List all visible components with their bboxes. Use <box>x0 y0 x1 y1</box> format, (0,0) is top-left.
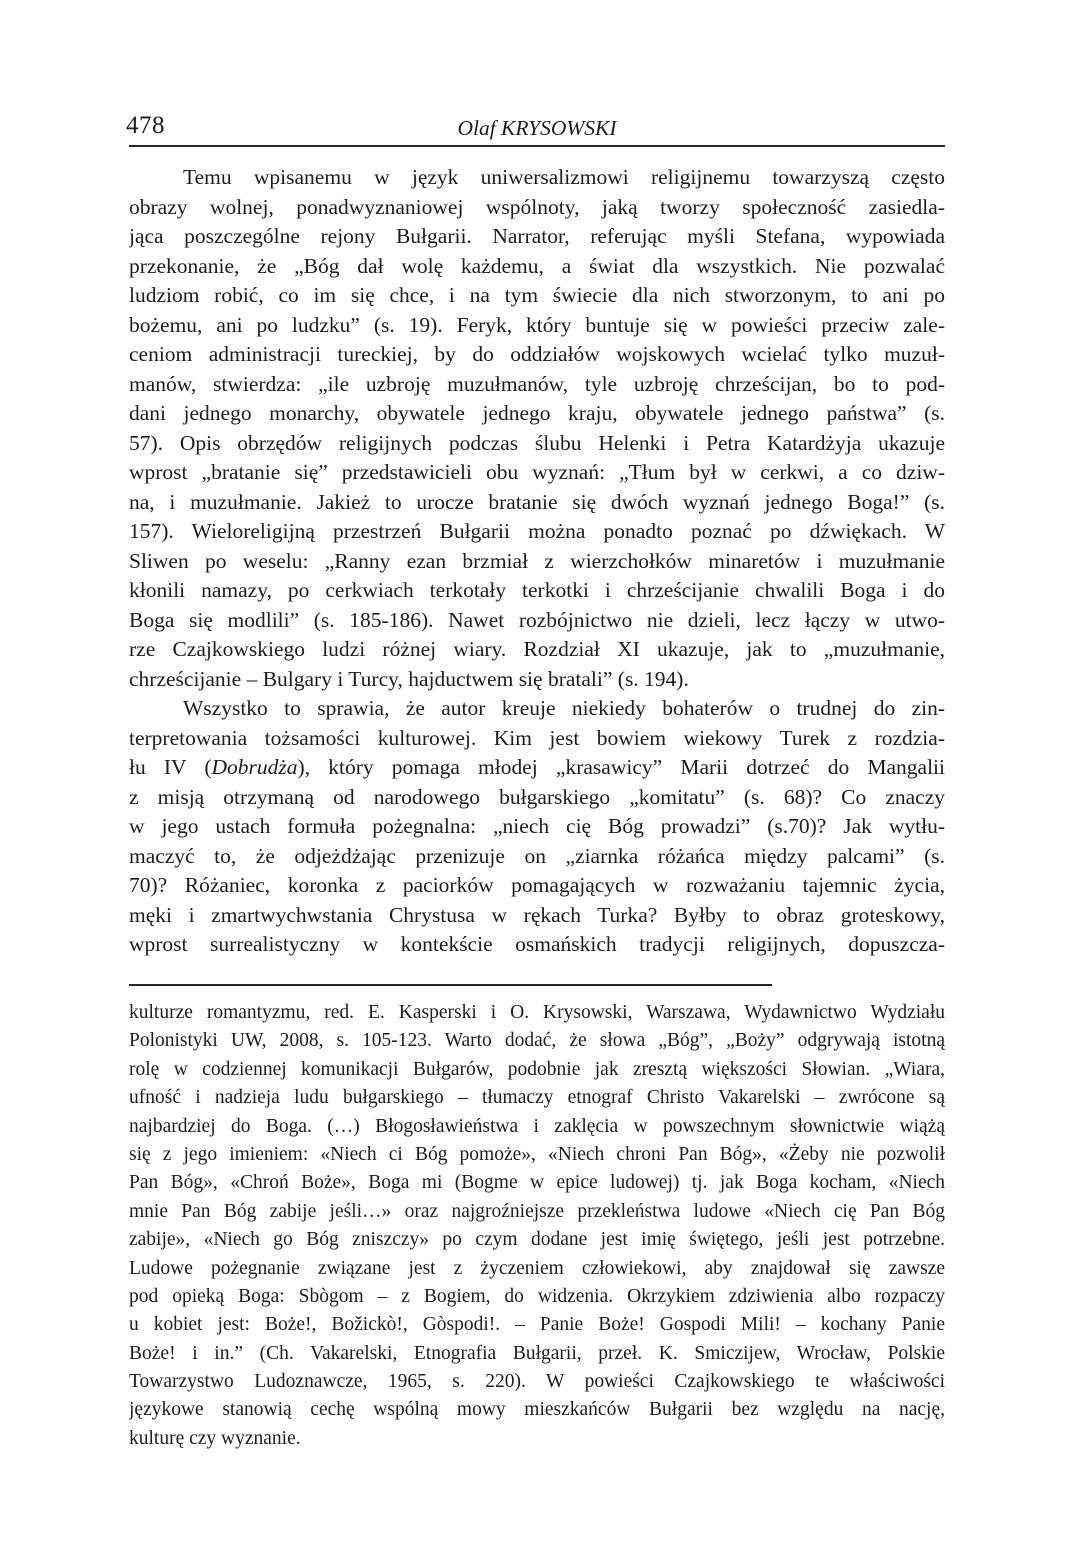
footnote-line: Towarzystwo Ludoznawcze, 1965, s. 220). W powieści Czajkowskiego te właściwości <box>129 1371 945 1393</box>
footnote-line: Pan Bóg», «Chroń Boże», Boga mi (Bogme w epice ludowej) tj. jak Boga kocham, «Niech <box>129 1172 945 1194</box>
text-line: 70)? Różaniec, koronka z paciorków pomagających w rozważaniu tajemnic życia, <box>129 873 945 897</box>
footnote-line: pod opieką Boga: Sbògom – z Bogiem, do widzenia. Okrzykiem zdziwienia albo rozpaczy <box>129 1285 945 1307</box>
footnote-line: kulturze romantyzmu, red. E. Kasperski i O. Krysowski, Warszawa, Wydawnictwo Wydziału <box>129 1002 945 1023</box>
footnote-line: się z jego imieniem: «Niech ci Bóg pomoże», «Niech chroni Pan Bóg», «Żeby nie pozwolił <box>129 1143 945 1165</box>
body-text <box>129 163 945 960</box>
footnote-line: u kobiet jest: Boże!, Božickò!, Gòspodi!. – Panie Boże! Gospodi Mili! – kochany Panie <box>129 1314 945 1336</box>
paragraph-2 <box>129 694 945 960</box>
text-segment: ), który pomaga młodej „krasawicy” Marii dotrzeć do Mangalii <box>297 755 945 779</box>
paragraph-1 <box>129 163 945 694</box>
header-rule <box>129 145 945 147</box>
footnote-line: językowe stanowią cechę wspólną mowy mieszkańców Bułgarii bez względu na nację, <box>129 1399 945 1421</box>
text-line: przekonanie, że „Bóg dał wolę każdemu, a świat dla wszystkich. Nie pozwalać <box>129 253 945 278</box>
text-line: jąca poszczególne rejony Bułgarii. Narrator, referując myśli Stefana, wypowiada <box>129 224 945 248</box>
text-line: bożemu, ani po ludzku” (s. 19). Feryk, który buntuje się w powieści przeciw zale- <box>129 312 945 337</box>
footnote-line: Polonistyki UW, 2008, s. 105-123. Warto dodać, że słowa „Bóg”, „Boży” odgrywają istotną <box>129 1030 945 1052</box>
footnote-line: kulturę czy wyznanie. <box>129 1427 301 1449</box>
text-line: wprost surrealistyczny w kontekście osmańskich tradycji religijnych, dopuszcza- <box>129 932 945 956</box>
footnote-line: rolę w codziennej komunikacji Bułgarów, podobnie jak zresztą większości Słowian. „Wiara, <box>129 1058 945 1080</box>
running-head: Olaf KRYSOWSKI <box>457 116 617 140</box>
text-line: ludziom robić, co im się chce, i na tym świecie dla nich stworzonym, to ani po <box>129 283 945 307</box>
text-line: Sliwen po weselu: „Ranny ezan brzmiał z wierzchołków minaretów i muzułmanie <box>129 548 945 573</box>
text-line: obrazy wolnej, ponadwyznaniowej wspólnoty, jaką tworzy społeczność zasiedla- <box>129 194 945 219</box>
text-line: 57). Opis obrzędów religijnych podczas ślubu Helenki i Petra Katardżyja ukazuje <box>129 430 945 455</box>
text-line: manów, stwierdza: „ile uzbroję muzułmanów, tyle uzbroję chrześcijan, bo to pod- <box>129 371 945 396</box>
text-line: dani jednego monarchy, obywatele jednego kraju, obywatele jednego państwa” (s. <box>129 401 945 425</box>
text-line: męki i zmartwychwstania Chrystusa w rękach Turka? Byłby to obraz groteskowy, <box>129 902 945 927</box>
footnote-line: najbardziej do Boga. (…) Błogosławieństwa i zaklęcia w powszechnym słownictwie wiążą <box>129 1115 945 1137</box>
footnote-line: Ludowe pożegnanie związane jest z życzeniem człowiekowi, aby znajdował się zawsze <box>129 1257 945 1279</box>
footnote-rule <box>129 984 772 986</box>
footnote <box>129 999 945 1453</box>
text-line: chrześcijanie – Bulgary i Turcy, hajductwem się bratali” (s. 194). <box>129 666 689 691</box>
text-line: w jego ustach formuła pożegnalna: „niech cię Bóg prowadzi” (s.70)? Jak wytłu- <box>129 814 945 838</box>
footnote-line: zabije», «Niech go Bóg zniszczy» po czym dodane jest imię świętego, jeśli jest potrzebne. <box>129 1229 945 1251</box>
text-line: terpretowania tożsamości kulturowej. Kim jest bowiem wiekowy Turek z rozdzia- <box>129 725 945 750</box>
text-segment: łu IV ( <box>129 755 212 779</box>
book-title: Dobrudża <box>211 755 298 779</box>
text-line: ceniom administracji tureckiej, by do oddziałów wojskowych wcielać tylko muzuł- <box>129 342 945 366</box>
footnote-line: mnie Pan Bóg zabije jeśli…» oraz najgroźniejsze przekleństwa ludowe «Niech cię Pan Bóg <box>129 1200 945 1222</box>
text-line: wprost „bratanie się” przedstawicieli obu wyznań: „Tłum był w cerkwi, a co dziw- <box>129 460 945 484</box>
page-number: 478 <box>126 112 165 139</box>
footnote-line: Boże! i in.” (Ch. Vakarelski, Etnografia Bułgarii, przeł. K. Smiczijew, Wrocław, Polskie <box>129 1342 945 1364</box>
text-line: 157). Wieloreligijną przestrzeń Bułgarii można ponadto poznać po dźwiękach. W <box>129 519 945 543</box>
text-line: rze Czajkowskiego ludzi różnej wiary. Rozdział XI ukazuje, jak to „muzułmanie, <box>129 637 945 661</box>
text-line <box>129 753 945 783</box>
text-line: z misją otrzymaną od narodowego bułgarskiego „komitatu” (s. 68)? Co znaczy <box>129 784 945 809</box>
footnote-line: ufność i nadzieja ludu bułgarskiego – tłumaczy etnograf Christo Vakarelski – zwrócone są <box>129 1087 945 1109</box>
text-line: Temu wpisanemu w język uniwersalizmowi religijnemu towarzyszą często <box>183 165 945 189</box>
text-line: Boga się modlili” (s. 185-186). Nawet rozbójnictwo nie dzieli, lecz łączy w utwo- <box>129 607 945 632</box>
text-line: maczyć to, że odjeżdżając przenizuje on „ziarnka różańca między palcami” (s. <box>129 843 945 868</box>
text-line: Wszystko to sprawia, że autor kreuje niekiedy bohaterów o trudnej do zin- <box>183 696 945 720</box>
text-line: kłonili namazy, po cerkwiach terkotały terkotki i chrześcijanie chwalili Boga i do <box>129 578 945 602</box>
text-line: na, i muzułmanie. Jakież to urocze bratanie się dwóch wyznań jednego Boga!” (s. <box>129 489 945 514</box>
